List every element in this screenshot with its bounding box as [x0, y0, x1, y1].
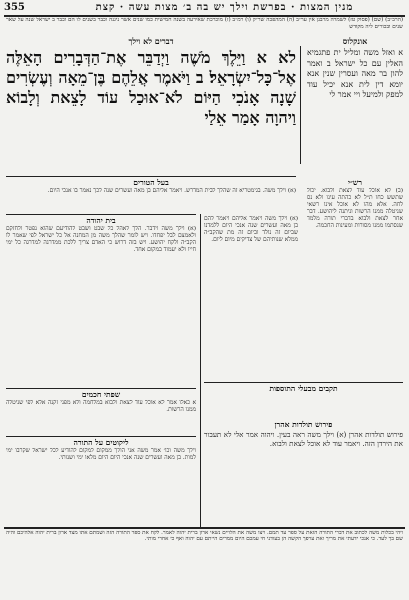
toldot-title: פירוש תולדות אהרן [274, 420, 333, 429]
tosafot-title: תקבים מבעלי התוספות [269, 384, 338, 393]
rule-likkutim [6, 436, 196, 437]
running-title: מנין המצות · בפרשת וילך יש בה ב׳ מצות עשה · קצת [95, 2, 354, 13]
baal-haturim-title: בעל הטורים [133, 178, 169, 187]
rule-baal-haturim [6, 176, 296, 177]
top-footnote: (הרב״ב) (שם) (פסוק טז) לשמרה מרבנן אין ער״ב (ה) המהפכה שר״ק (ו) רמ״ב (ז) מוכרכת שאירעה בשנה חמישית כמו שנים אשר ניגנה וכבר בשנים לו הם וכבר ב ישראל שנה על שאר שנים ובכורים ליה מקודש [6, 17, 403, 30]
baal-haturim-text: (א) וילך משה. בגימטריא זה שהלך לבית המדרש. ויאמר אליהם בן מאה ועשרים שנה לכך נאמר בו אנכי היום. [47, 188, 296, 194]
siftei-chachamim-text: א כאלו אמר לא אוכל עוד לצאת ולבוא במלחמה ולא מפני זקנה אלא לפי שניטלה ממנו הרשות. [6, 400, 196, 413]
tosafot-text: (א) וילך משה ויאמר אליהם ויאמר להם בן מאה ועשרים שנה אנכי היום ללמדנו שביום זה נולד וביום זה מת שהקב״ה ממלא שנותיהם של צדיקים מיום ליום. [204, 216, 298, 243]
column-divider-2 [200, 214, 201, 528]
rule-bat-yehudah [6, 214, 196, 215]
rashi-title: רש״י [348, 178, 362, 187]
onkelos-text: א ואזל משה ומליל ית פתגמיא האלין עם כל ישראל׃ ב ואמר להון בר מאה ועסרין שנין אנא יומא דין לית אנא יכיל עוד למפק ולמיעל ויי אמר לי [307, 48, 403, 100]
parasha-label: דברים לא וילך [128, 36, 174, 46]
onkelos-label: אונקלוס [342, 36, 368, 46]
rule-siftei [6, 388, 196, 389]
page-number: 355 [4, 2, 25, 13]
likkutim-title: ליקוטים על התורה [73, 438, 129, 447]
torah-verse: לא א וַיֵּלֶךְ מֹשֶׁה וַיְדַבֵּר אֶת־הַדְּבָרִים הָאֵלֶּה אֶל־כָּל־יִשְׂרָאֵל׃ ב וַיֹּאמֶר אֲלֵהֶם בֶּן־מֵאָה וְעֶשְׂרִים שָׁנָה אָנֹכִי הַיּוֹם לֹא־אוּכַל עוֹד לָצֵאת וְלָבוֹא וַיהוָה אָמַר אֵלַי [6, 48, 296, 127]
toldot-text: פירוש תולדות אהרן (א) וילך משה ראה בעין. ויהוה אמר אלי לא תעבור את הירדן הזה. ויאמר עוד לא אוכל לצאת ולבוא. [204, 430, 403, 448]
page-header [4, 2, 405, 15]
rashi-text: (ב) לא אוכל עוד לצאת ולבוא. יכול שתשש כחו ת״ל לא כהתה עינו ולא נס לחה. אלא מהו לא אוכל אינו רשאי שניטלה ממנו הרשות וניתנה ליהושע. דבר אחר לצאת ולבוא בדברי תורה מלמד שנסתמו ממנו מסורות ומעינות החכמה. [307, 188, 403, 229]
bottom-commentary: ויהי בכלות משה לכתוב את דברי התורה הזאת על ספר עד תמם. ויצו משה את הלויים נשאי ארון ברית יהוה לאמר. לקח את ספר התורה הזה ושמתם אתו מצד ארון ברית יהוה אלהיכם והיה שם בך לעד. כי אנכי ידעתי את מריך ואת ערפך הקשה הן בעודני חי עמכם היום ממרים הייתם עם יהוה ואף כי אחרי מותי. [6, 530, 403, 543]
bat-yehudah-text: (א) וילך משה וידבר. הלך לאהל כל שבט ושבט להודיעם שהוא נפטר ולחזקם ולאמצם לבל יפחדו. ויש לומר שהלך משה מן המחנה אל כל ישראל לפי שאמר לו הקב״ה ולקח יהושע. ויש בזה דרוש כי האדם צריך ללכת ממדרגה למדרגה כל ימי חייו ולא יעמוד במקום אחד. [6, 226, 196, 253]
rule-tosafot [204, 382, 403, 383]
column-divider [300, 46, 301, 164]
bat-yehudah-title: בית יהודה [86, 216, 116, 225]
siftei-chachamim-title: שפתי חכמים [81, 390, 121, 399]
likkutim-text: וילך משה וכו׳ אמר משה אני הולך ממקום למקום להודיע לכל ישראל שקרבו ימי למות. בן מאה ועשרים שנה אנכי היום היום מלאו ימי ושנותי. [6, 448, 196, 461]
bottom-rule [4, 527, 405, 529]
